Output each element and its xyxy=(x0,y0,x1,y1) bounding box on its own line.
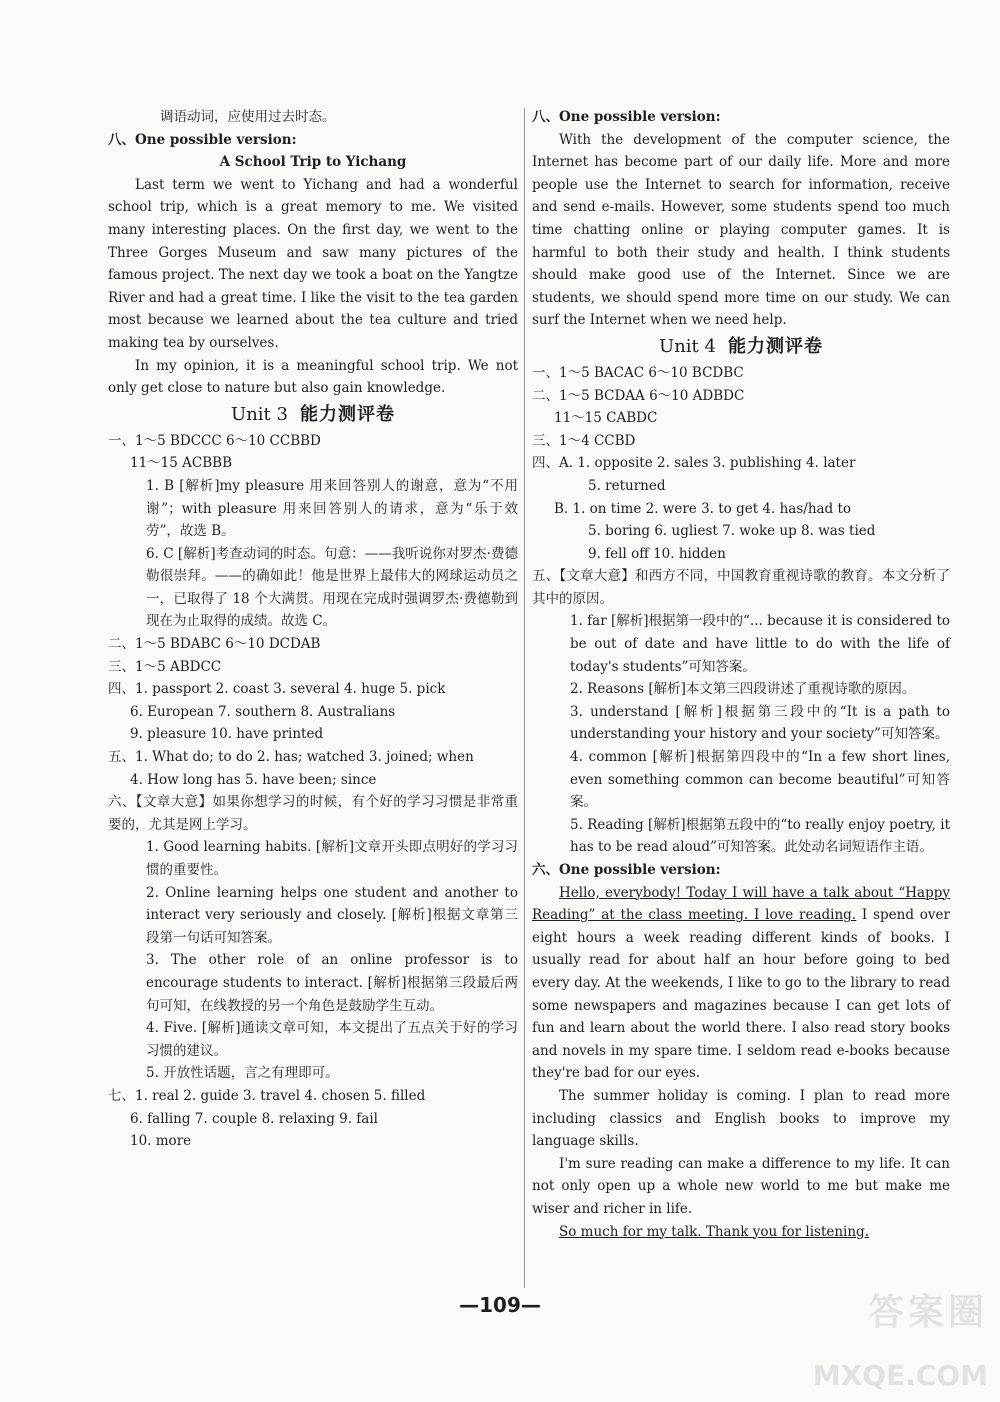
essay-paragraph: I'm sure reading can make a difference to my life. It can not only open up a whole new world to me but make me wiser and richer in life. xyxy=(532,1155,950,1217)
right-line: 六、One possible version: xyxy=(532,862,721,878)
left-line: 三、1～5 ABDCC xyxy=(108,658,222,675)
left-line: 七、1. real 2. guide 3. travel 4. chosen 5. filled xyxy=(108,1087,426,1104)
right-line: 5. returned xyxy=(588,477,666,494)
left-column xyxy=(108,106,518,1153)
left-line: 4. Five. [解析]通读文章可知，本文提出了五点关于好的学习习惯的建议。 xyxy=(146,1020,518,1059)
left-line: 4. How long has 5. have been; since xyxy=(130,771,377,788)
left-line: 六、【文章大意】如果你想学习的时候，有个好的学习习惯是非常重要的，尤其是网上学习。 xyxy=(108,794,518,833)
left-line: 6. C [解析]考查动词的时态。句意：——我听说你对罗杰·费德勒很崇拜。——的确如此！他是世界上最伟大的网球运动员之一，已取得了 18 个大满贯。用现在完成时强调罗杰·费德勒到现在为止取得的成绩。故选 C。 xyxy=(146,545,518,630)
right-line: 11～15 CABDC xyxy=(554,410,658,427)
right-line: 三、1～4 CCBD xyxy=(532,432,636,449)
right-line: 四、A. 1. opposite 2. sales 3. publishing 4. later xyxy=(532,455,856,472)
right-line: 八、One possible version: xyxy=(532,109,721,125)
watermark-url: MXQE.COM xyxy=(812,1359,988,1393)
unit-label: Unit 4 xyxy=(659,335,716,357)
right-line: 5. Reading [解析]根据第五段中的“to really enjoy poetry, it has to be read aloud”可知答案。此处动名词短语作主语。 xyxy=(570,816,950,856)
right-line: B. 1. on time 2. were 3. to get 4. has/had to xyxy=(554,500,852,517)
right-line: With the development of the computer science, the Internet has become part of our daily life. More and more people use the Internet to search for information, receive and send e-mails. However, some students spend too much time chatting online or playing computer games. It is harmful to both their study and health. I think students should make good use of the Internet. Since we are students, we should spend more time on our study. We can surf the Internet when we need help. xyxy=(532,131,950,329)
left-line: Last term we went to Yichang and had a wonderful school trip, which is a great memory to me. We visited many interesting places. On the first day, we went to the Three Gorges Museum and saw many pictures of the famous project. The next day we took a boat on the Yangtze River and had a great time. I like the visit to the tea garden most because we learned about the tea culture and tried making tea by ourselves. xyxy=(108,176,518,351)
left-line: 调语动词，应使用过去时态。 xyxy=(160,109,336,125)
left-line: 10. more xyxy=(130,1133,192,1150)
right-column xyxy=(532,106,950,1243)
essay-paragraph: The summer holiday is coming. I plan to read more including classics and English books to improve my language skills. xyxy=(532,1087,950,1150)
left-line: 1. Good learning habits. [解析]文章开头即点明好的学习习惯的重要性。 xyxy=(146,839,518,878)
watermark-logo xyxy=(728,1292,988,1393)
right-column-answers xyxy=(532,106,950,882)
watermark-text: 答案圈 xyxy=(867,1292,988,1333)
underlined-opening: Hello, everybody! Today I will have a talk about “Happy Reading” at the class meeting. I love reading. xyxy=(532,884,950,924)
left-line: 3. The other role of an online professor is to encourage students to interact. [解析]根据第三段最后两句可知，在线教授的另一个角色是鼓励学生互动。 xyxy=(146,952,518,1014)
right-line: 3. understand [解析]根据第三段中的“It is a path to understanding your history and your society”可知答案。 xyxy=(570,703,950,743)
left-line: 9. pleasure 10. have printed xyxy=(130,726,324,743)
page-number: —109— xyxy=(459,1293,541,1317)
unit-title: 能力测评卷 xyxy=(299,403,395,425)
left-line: 四、1. passport 2. coast 3. several 4. huge 5. pick xyxy=(108,681,446,698)
column-divider xyxy=(524,108,525,1288)
unit-heading xyxy=(108,400,518,430)
essay-happy-reading xyxy=(532,882,950,1244)
unit-heading xyxy=(532,332,950,362)
left-line: 6. European 7. southern 8. Australians xyxy=(130,703,396,720)
unit-title: 能力测评卷 xyxy=(727,335,823,357)
left-line: 6. falling 7. couple 8. relaxing 9. fail xyxy=(130,1110,378,1127)
right-line: 一、1～5 BACAC 6～10 BCDBC xyxy=(532,364,744,381)
left-line: 11～15 ACBBB xyxy=(130,455,232,472)
right-line: 1. far [解析]根据第一段中的“... because it is considered to be out of date and have little to do with the life of today's students”可知答案。 xyxy=(570,613,950,675)
left-line: A School Trip to Yichang xyxy=(219,154,407,171)
left-line: 5. 开放性话题，言之有理即可。 xyxy=(146,1065,339,1082)
left-line: 五、1. What do; to do 2. has; watched 3. joined; when xyxy=(108,749,474,766)
left-line: 二、1～5 BDABC 6～10 DCDAB xyxy=(108,636,321,653)
underlined-closing: So much for my talk. Thank you for listening. xyxy=(559,1223,869,1240)
left-line: In my opinion, it is a meaningful school trip. We not only get close to nature but also gain knowledge. xyxy=(108,357,518,397)
left-line: 2. Online learning helps one student and another to interact very seriously and closely. [解析]根据文章第三段第一句话可知答案。 xyxy=(146,884,518,946)
right-line: 9. fell off 10. hidden xyxy=(588,545,726,562)
left-line: 一、1～5 BDCCC 6～10 CCBBD xyxy=(108,432,321,449)
essay-paragraph: Hello, everybody! Today I will have a talk about “Happy Reading” at the class meeting. I love reading. I spend over eight hours a week reading different kinds of books. I usually read for about half an hour before going to bed every day. At the weekends, I like to go to the library to read some newspapers and magazines because I can get lots of fun and learn about the world there. I also read story books and novels in my spare time. I seldom read e-books because they're bad for our eyes. xyxy=(532,884,950,1082)
left-line: 1. B [解析]my pleasure 用来回答别人的谢意，意为“不用谢”；with pleasure 用来回答别人的请求，意为“乐于效劳”，故选 B。 xyxy=(146,477,518,540)
right-line: 2. Reasons [解析]本文第三四段讲述了重视诗歌的原因。 xyxy=(570,681,916,698)
essay-closing xyxy=(532,1221,950,1244)
right-line: 4. common [解析]根据第四段中的“In a few short lines, even something common can become beautiful”可知答案。 xyxy=(570,749,950,811)
right-line: 5. boring 6. ugliest 7. woke up 8. was tied xyxy=(588,523,876,540)
unit-label: Unit 3 xyxy=(231,403,288,425)
right-line: 二、1～5 BCDAA 6～10 ADBDC xyxy=(532,387,745,404)
right-line: 五、【文章大意】和西方不同，中国教育重视诗歌的教育。本文分析了其中的原因。 xyxy=(532,568,950,607)
left-line: 八、One possible version: xyxy=(108,131,297,148)
